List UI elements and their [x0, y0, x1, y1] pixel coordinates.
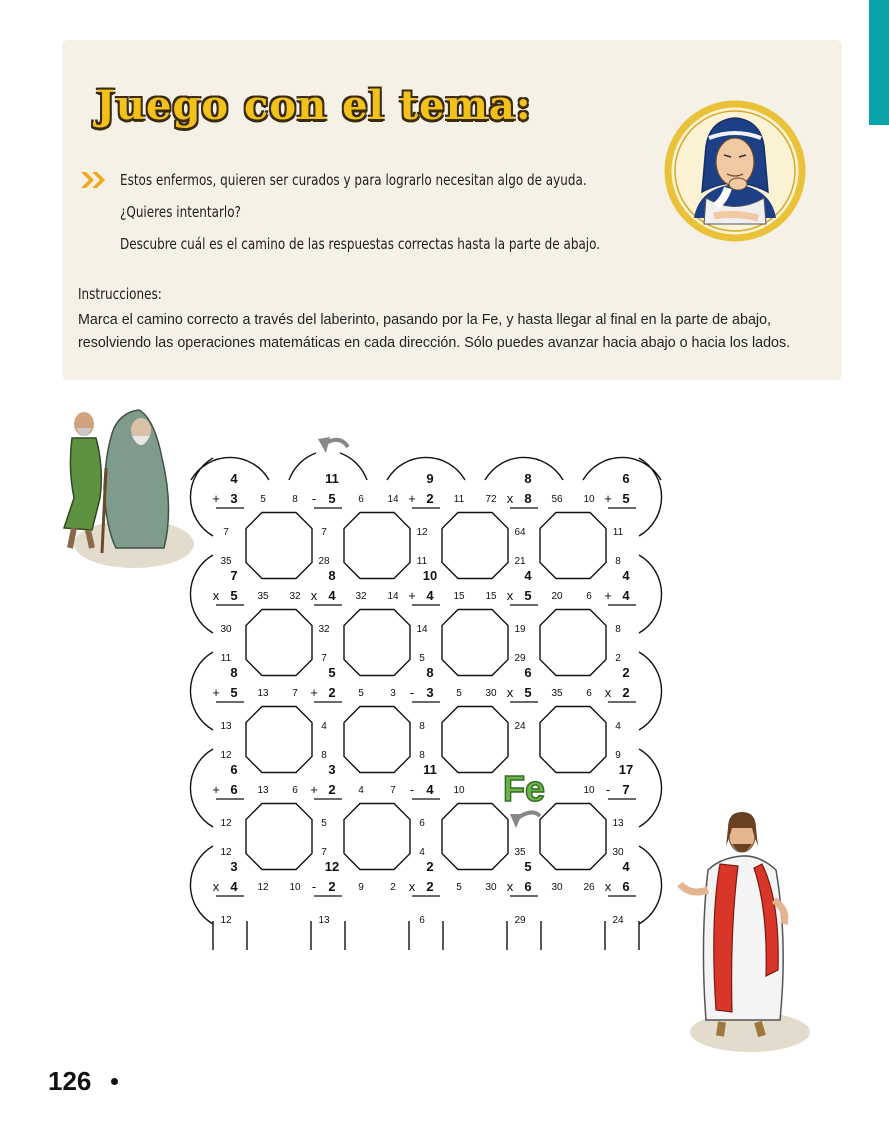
- maze-operator: +: [212, 491, 220, 506]
- maze-path-label: 10: [289, 882, 301, 893]
- double-chevron-icon: [80, 170, 108, 190]
- maze-path-label: 30: [485, 688, 497, 699]
- maze-operator: x: [310, 588, 318, 603]
- start-arrow-head-icon: [318, 437, 330, 453]
- maze-path-label: 7: [321, 653, 327, 664]
- maze-wall-block: [540, 804, 606, 870]
- maze-path-label: 5: [419, 653, 425, 664]
- maze-exit-label: 12: [220, 915, 232, 926]
- maze-path-label: 7: [321, 527, 327, 538]
- maze-path-label: 14: [387, 494, 399, 505]
- maze-operand-a: 2: [622, 665, 630, 680]
- maze-right-edge: [639, 846, 662, 924]
- maze-operand-a: 4: [524, 568, 532, 583]
- maze-path-label: 10: [453, 785, 465, 796]
- maze-wall-block: [442, 707, 508, 773]
- maze-path-label: 9: [615, 750, 621, 761]
- maze-wall-block: [246, 707, 312, 773]
- page-title: Juego con el tema:: [96, 82, 532, 129]
- maze-path-label: 7: [390, 785, 396, 796]
- page-number-dot: [111, 1078, 118, 1085]
- maze-top-edge: [340, 453, 367, 480]
- maze-left-edge: [190, 749, 213, 827]
- maze-left-edge: [190, 458, 213, 536]
- maze-path-label: 72: [485, 494, 497, 505]
- maze-path-label: 13: [257, 785, 269, 796]
- maze-operand-a: 11: [325, 471, 339, 486]
- maze-wall-block: [442, 610, 508, 676]
- maze-wall-block: [344, 707, 410, 773]
- maze-path-label: 11: [612, 527, 624, 538]
- maze-path-label: 11: [220, 653, 232, 664]
- maze-wall-block: [344, 513, 410, 579]
- maze-path-label: 14: [387, 591, 399, 602]
- maze-path-label: 15: [453, 591, 465, 602]
- maze-operand-b: 5: [230, 588, 238, 603]
- maze-operand-b: 4: [230, 879, 238, 894]
- maze-operand-b: 6: [622, 879, 630, 894]
- maze-path-label: 8: [615, 556, 621, 567]
- maze-operand-a: 7: [230, 568, 238, 583]
- maze-operator: x: [604, 685, 612, 700]
- maze-operator: x: [506, 879, 514, 894]
- maze-operator: +: [212, 782, 220, 797]
- maze-operator: x: [506, 588, 514, 603]
- intro-line-3: Descubre cuál es el camino de las respuestas correctas hasta la parte de abajo.: [120, 235, 601, 253]
- maze-operand-a: 3: [328, 762, 336, 777]
- maze-path-label: 4: [321, 721, 327, 732]
- maze-operand-b: 2: [328, 685, 336, 700]
- maze-operand-a: 4: [622, 568, 630, 583]
- page-number: 126: [48, 1066, 92, 1096]
- maze-operator: -: [605, 782, 611, 797]
- maze-operator: +: [408, 491, 416, 506]
- maze-path-label: 6: [586, 688, 592, 699]
- maze-path-label: 30: [612, 847, 624, 858]
- maze-wall-block: [540, 610, 606, 676]
- instructions-heading: Instrucciones:: [78, 285, 162, 303]
- maze-path-label: 56: [551, 494, 563, 505]
- maze-operand-a: 4: [230, 471, 238, 486]
- maze-operand-b: 5: [622, 491, 630, 506]
- maze-operand-b: 4: [426, 588, 434, 603]
- maze-operand-a: 6: [622, 471, 630, 486]
- maze-operator: x: [212, 588, 220, 603]
- maze-exit-label: 24: [612, 915, 624, 926]
- maze-path-label: 11: [416, 556, 428, 567]
- maze-path-label: 35: [220, 556, 232, 567]
- maze-operator: +: [310, 782, 318, 797]
- maze-path-label: 12: [220, 847, 232, 858]
- maze-path-label: 28: [318, 556, 330, 567]
- maze-operand-a: 5: [328, 665, 336, 680]
- maze-path-label: 32: [318, 624, 330, 635]
- maze-operator: -: [409, 782, 415, 797]
- maze-operator: -: [409, 685, 415, 700]
- maze-path-label: 10: [583, 785, 595, 796]
- maze-operand-a: 6: [230, 762, 238, 777]
- maze-path-label: 3: [390, 688, 396, 699]
- maze-path-label: 7: [223, 527, 229, 538]
- maze-operator: +: [604, 491, 612, 506]
- maze-path-label: 5: [260, 494, 266, 505]
- intro-line-2: ¿Quieres intentarlo?: [120, 203, 241, 221]
- maze-path-label: 30: [551, 882, 563, 893]
- maze-operand-b: 8: [524, 491, 532, 506]
- maze-path-label: 8: [615, 624, 621, 635]
- maze-operand-a: 12: [324, 859, 340, 874]
- maze-operand-b: 4: [328, 588, 336, 603]
- maze-path-label: 8: [419, 721, 425, 732]
- maze-operator: +: [212, 685, 220, 700]
- maze-operator: x: [506, 491, 514, 506]
- maze-operand-a: 2: [426, 859, 434, 874]
- maze-path-label: 24: [514, 721, 526, 732]
- maze-path-label: 20: [551, 591, 563, 602]
- maze-path-label: 15: [485, 591, 497, 602]
- maze-path-label: 30: [220, 624, 232, 635]
- maze-path-label: 35: [257, 591, 269, 602]
- intro-line-1: Estos enfermos, quieren ser curados y para lograrlo necesitan algo de ayuda.: [120, 171, 587, 189]
- maze-path-label: 32: [289, 591, 301, 602]
- maze-path-label: 12: [220, 750, 232, 761]
- maze-operand-b: 7: [622, 782, 630, 797]
- maze-operator: +: [310, 685, 318, 700]
- maze-wall-block: [540, 513, 606, 579]
- maze-path-label: 12: [220, 818, 232, 829]
- maze-path-label: 2: [615, 653, 621, 664]
- maze-wall-block: [540, 707, 606, 773]
- maze-path-label: 4: [358, 785, 364, 796]
- maze-operand-a: 11: [423, 762, 437, 777]
- maze-path-label: 35: [551, 688, 563, 699]
- maze-operand-b: 3: [426, 685, 434, 700]
- maze-operand-a: 8: [230, 665, 238, 680]
- maze-operator: +: [408, 588, 416, 603]
- maze-wall-block: [344, 610, 410, 676]
- maze-path-label: 5: [456, 882, 462, 893]
- maze-operator: x: [604, 879, 612, 894]
- maze-operand-b: 4: [426, 782, 434, 797]
- maze-path-label: 5: [456, 688, 462, 699]
- maze-path-label: 5: [321, 818, 327, 829]
- maze-path-label: 7: [321, 847, 327, 858]
- maze-wall-block: [246, 513, 312, 579]
- maze-operand-a: 8: [328, 568, 336, 583]
- maze-path-label: 6: [358, 494, 364, 505]
- maze-wall-block: [442, 804, 508, 870]
- maze-path-label: 13: [257, 688, 269, 699]
- maze-operand-b: 5: [524, 685, 532, 700]
- maze-operand-a: 8: [426, 665, 434, 680]
- maze-path-label: 12: [257, 882, 269, 893]
- maze-path-label: 10: [583, 494, 595, 505]
- maze-path-label: 6: [292, 785, 298, 796]
- maze-path-label: 13: [612, 818, 624, 829]
- maze-operand-a: 4: [622, 859, 630, 874]
- maze-operand-b: 2: [426, 879, 434, 894]
- maze-path-label: 7: [292, 688, 298, 699]
- maze-path-label: 11: [453, 494, 465, 505]
- maze-path-label: 14: [416, 624, 428, 635]
- maze-operand-a: 9: [426, 471, 434, 486]
- maze-operand-b: 2: [426, 491, 434, 506]
- maze-top-edge: [289, 453, 316, 480]
- maze-right-edge: [639, 555, 662, 633]
- maze-operator: +: [604, 588, 612, 603]
- maze-exit-label: 29: [514, 915, 526, 926]
- maze-path-label: 9: [358, 882, 364, 893]
- maze-left-edge: [190, 555, 213, 633]
- maze-right-edge: [639, 458, 662, 536]
- instructions-body: Marca el camino correcto a través del laberinto, pasando por la Fe, y hasta llegar al final en la parte de abajo, resolviendo las operaciones matemáticas en cada dirección. Sólo puedes avanzar hacia abajo o hacia los lados.: [78, 312, 791, 351]
- maze-operator: x: [212, 879, 220, 894]
- maze-path-label: 4: [615, 721, 621, 732]
- maze-path-label: 8: [292, 494, 298, 505]
- maze-operand-b: 2: [622, 685, 630, 700]
- maze-operand-b: 5: [328, 491, 336, 506]
- maze-right-edge: [639, 652, 662, 730]
- maze-operand-a: 3: [230, 859, 238, 874]
- maze-operand-a: 6: [524, 665, 532, 680]
- maze-exit-label: 13: [318, 915, 330, 926]
- side-tab: [869, 0, 889, 125]
- maze-operator: -: [311, 879, 317, 894]
- maze-left-edge: [190, 846, 213, 924]
- jesus-illustration: [670, 800, 810, 1056]
- maze-path-label: 35: [514, 847, 526, 858]
- maze-path-label: 32: [355, 591, 367, 602]
- maze-path-label: 6: [586, 591, 592, 602]
- maze-path-label: 5: [358, 688, 364, 699]
- maze-operator: -: [311, 491, 317, 506]
- fe-marker: Fe: [502, 768, 546, 809]
- maze-operand-b: 5: [230, 685, 238, 700]
- maze-path-label: 26: [583, 882, 595, 893]
- maze-operator: x: [408, 879, 416, 894]
- maze-path-label: 21: [514, 556, 526, 567]
- mother-teresa-portrait: [654, 100, 816, 242]
- math-maze[interactable]: [185, 435, 665, 950]
- maze-operand-b: 2: [328, 879, 336, 894]
- maze-wall-block: [246, 610, 312, 676]
- maze-operand-a: 10: [422, 568, 438, 583]
- maze-path-label: 12: [416, 527, 428, 538]
- maze-operand-b: 4: [622, 588, 630, 603]
- pilgrims-illustration: [44, 398, 194, 576]
- maze-path-label: 30: [485, 882, 497, 893]
- maze-left-edge: [190, 652, 213, 730]
- maze-exit-label: 6: [419, 915, 425, 926]
- maze-operand-b: 3: [230, 491, 238, 506]
- maze-path-label: 19: [514, 624, 526, 635]
- fe-arrow-head-icon: [510, 814, 522, 828]
- maze-operand-b: 6: [230, 782, 238, 797]
- maze-operand-a: 17: [618, 762, 634, 777]
- maze-path-label: 29: [514, 653, 526, 664]
- maze-path-label: 8: [419, 750, 425, 761]
- maze-path-label: 4: [419, 847, 425, 858]
- start-arrow-icon: [326, 440, 348, 447]
- maze-operand-b: 6: [524, 879, 532, 894]
- maze-wall-block: [246, 804, 312, 870]
- maze-operand-b: 5: [524, 588, 532, 603]
- maze-right-edge: [639, 749, 662, 827]
- maze-path-label: 13: [220, 721, 232, 732]
- maze-operand-a: 8: [524, 471, 532, 486]
- maze-path-label: 2: [390, 882, 396, 893]
- maze-operand-b: 2: [328, 782, 336, 797]
- maze-wall-block: [442, 513, 508, 579]
- maze-path-label: 64: [514, 527, 526, 538]
- maze-wall-block: [344, 804, 410, 870]
- maze-operand-a: 5: [524, 859, 532, 874]
- maze-path-label: 8: [321, 750, 327, 761]
- maze-path-label: 6: [419, 818, 425, 829]
- maze-operator: x: [506, 685, 514, 700]
